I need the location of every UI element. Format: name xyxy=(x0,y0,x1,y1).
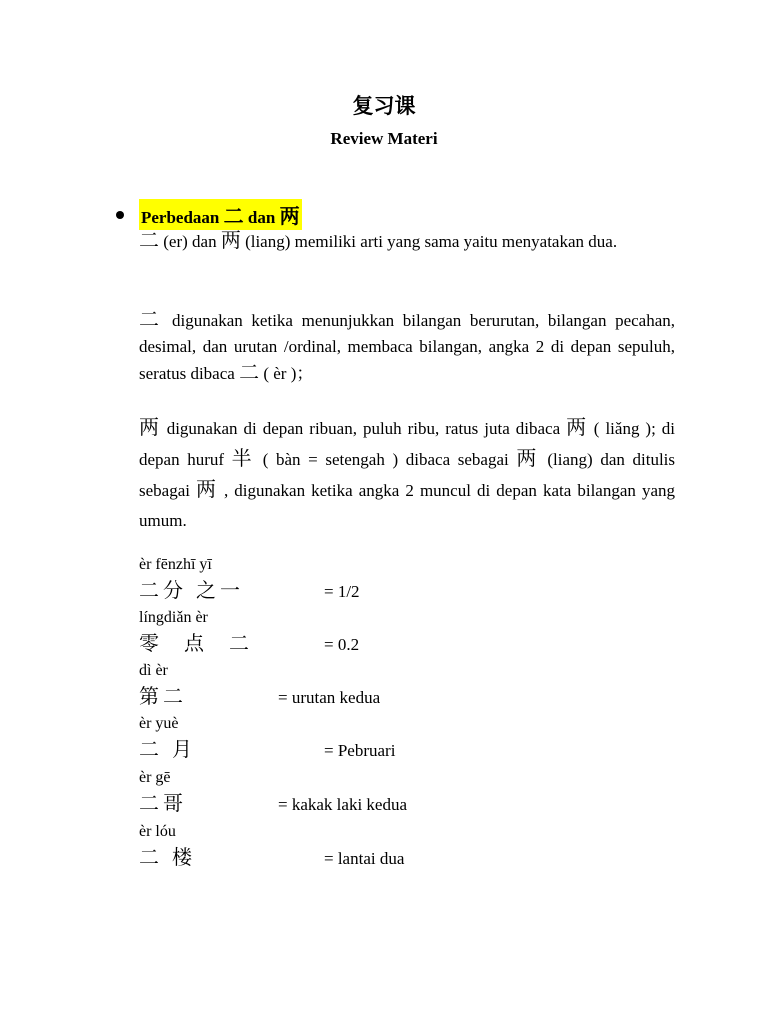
example-pinyin: língdiǎn èr xyxy=(139,609,208,626)
example-item xyxy=(139,713,659,766)
p1-hanzi-1: 二 xyxy=(139,230,159,252)
p2-hanzi-1: 二 xyxy=(139,309,164,331)
example-hanzi: 二分 之一 xyxy=(139,580,244,602)
p1-hanzi-2: 两 xyxy=(220,230,241,252)
p3-text-3: ( bàn = setengah ) dibaca sebagai xyxy=(255,450,517,469)
p3-text-4: (liang) dan ditulis sebagai xyxy=(139,450,676,500)
example-meaning: = lantai dua xyxy=(324,849,405,868)
heading-hanzi-liang: 两 xyxy=(279,206,300,228)
example-meaning: = 1/2 xyxy=(324,582,360,601)
p3-hanzi-3: 半 xyxy=(231,448,256,470)
example-item xyxy=(139,607,659,660)
example-pinyin: èr lóu xyxy=(139,823,176,840)
p2-text-2: ( èr )； xyxy=(259,364,314,383)
example-item xyxy=(139,767,659,820)
p3-hanzi-2: 两 xyxy=(566,417,588,439)
p1-text-1: (er) dan xyxy=(159,232,221,251)
p3-hanzi-4: 两 xyxy=(516,448,540,470)
example-hanzi: 二 楼 xyxy=(139,847,196,869)
p2-text-1: digunakan ketika menunjukkan bilangan berurutan, bilangan pecahan, desimal, dan urutan /ordinal, membaca bilangan, angka 2 di depan sepuluh, seratus dibaca xyxy=(139,311,676,383)
p3-text-2: ( liǎng ); di depan huruf xyxy=(139,419,676,469)
section-heading xyxy=(116,199,302,230)
example-meaning: = 0.2 xyxy=(324,635,360,654)
heading-hanzi-er: 二 xyxy=(223,206,244,228)
example-item xyxy=(139,554,659,607)
heading-text-1: Perbedaan xyxy=(141,208,224,227)
p3-text-1: digunakan di depan ribuan, puluh ribu, ratus juta dibaca xyxy=(160,419,567,438)
paragraph-3 xyxy=(139,413,675,536)
example-pinyin: dì èr xyxy=(139,662,168,679)
p2-hanzi-2: 二 xyxy=(239,362,260,384)
example-item xyxy=(139,660,659,713)
example-pinyin: èr fēnzhī yī xyxy=(139,556,212,573)
example-meaning: = Pebruari xyxy=(324,741,396,760)
heading-text-2: dan xyxy=(243,208,280,227)
example-meaning: = urutan kedua xyxy=(278,688,381,707)
example-pinyin: èr gē xyxy=(139,769,171,786)
example-meaning: = kakak laki kedua xyxy=(278,795,408,814)
title-english: Review Materi xyxy=(330,129,438,148)
example-item xyxy=(139,821,659,874)
highlighted-heading xyxy=(139,199,302,230)
example-hanzi: 第二 xyxy=(139,686,187,708)
bullet-icon xyxy=(116,211,124,219)
p3-text-5: , digunakan ketika angka 2 muncul di depan kata bilangan yang umum. xyxy=(139,481,675,530)
example-hanzi: 二哥 xyxy=(139,793,187,815)
example-hanzi: 二 月 xyxy=(139,739,196,761)
example-hanzi: 零 点 二 xyxy=(139,633,259,655)
example-pinyin: èr yuè xyxy=(139,715,179,732)
title-chinese: 复习课 xyxy=(352,94,416,118)
paragraph-1 xyxy=(139,228,675,255)
p1-text-2: (liang) memiliki arti yang sama yaitu menyatakan dua. xyxy=(240,232,618,251)
p3-hanzi-1: 两 xyxy=(139,417,161,439)
paragraph-2 xyxy=(139,307,675,387)
p3-hanzi-5: 两 xyxy=(196,479,218,501)
